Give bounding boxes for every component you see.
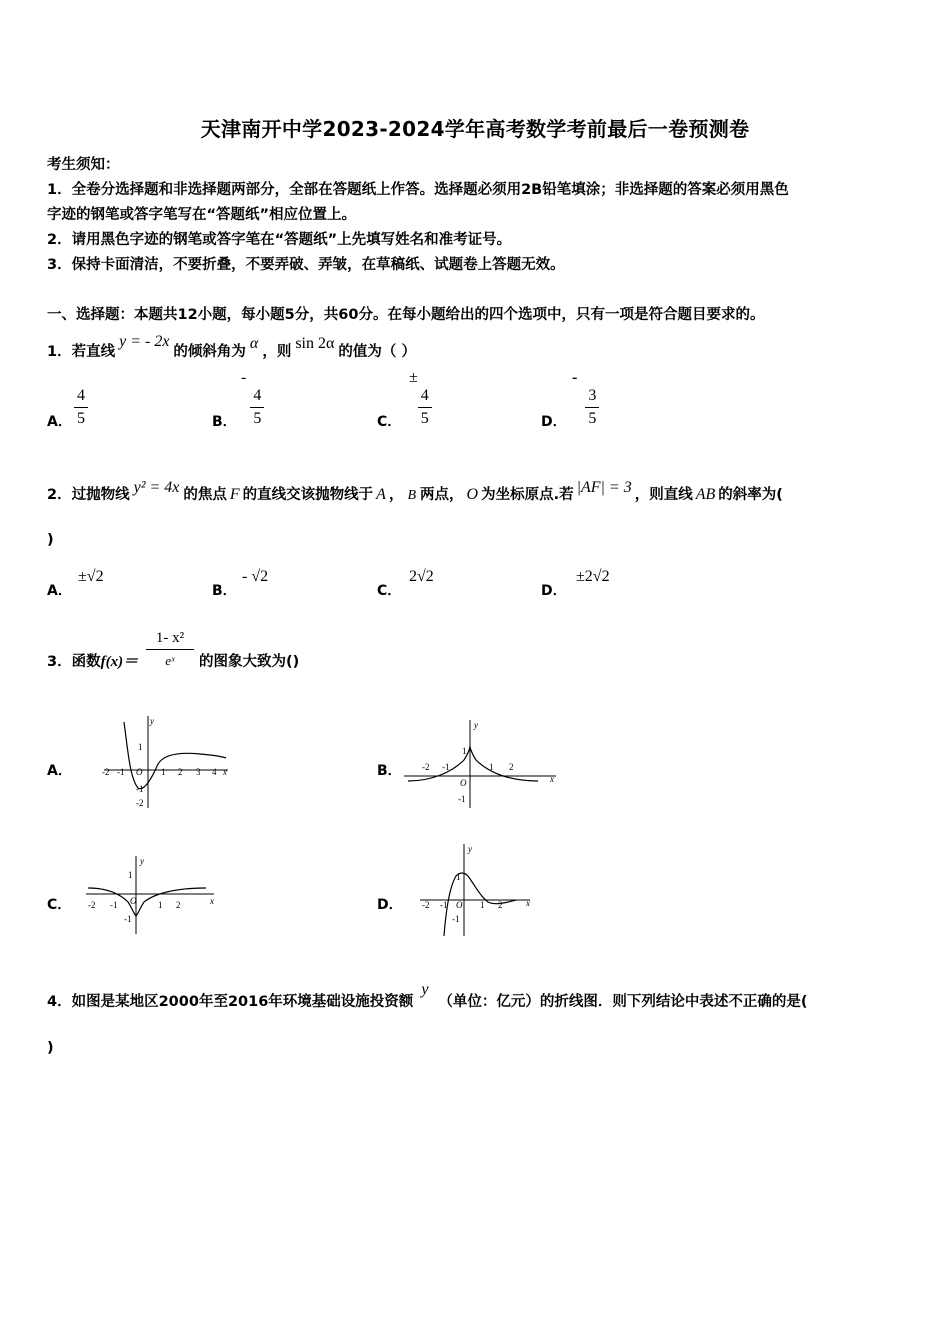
tick-label: -1: [136, 784, 144, 794]
question-1: 1．若直线y = - 2x的倾斜角为 α ，则 sin 2α 的值为（ ）: [47, 333, 416, 360]
q3-option-a[interactable]: A．: [47, 763, 72, 779]
tick-label: -2: [102, 767, 110, 777]
function-fraction: $\frac{\text{1- x²}}{\text{eˣ}}$: [146, 627, 194, 670]
question-4: 4．如图是某地区2000年至2016年环境基础设施投资额y（单位：亿元）的折线图．则下列结论中表述不正确的是(: [47, 981, 808, 1010]
q2-option-a-value: ±√2: [78, 568, 104, 585]
tick-label: 4: [212, 767, 217, 777]
notice-heading: 考生须知：: [47, 157, 120, 173]
notice-item-3: 3．保持卡面清洁，不要折叠，不要弄破、弄皱，在草稿纸、试题卷上答题无效。: [47, 257, 565, 273]
q2-option-c-value: 2√2: [409, 568, 434, 585]
tick-label: -1: [117, 767, 125, 777]
tick-label: 3: [196, 767, 201, 777]
tick-label: -1: [440, 900, 448, 910]
notice-item-1-cont: 字迹的钢笔或答字笔写在“答题纸”相应位置上。: [47, 207, 357, 223]
tick-label: -2: [88, 900, 96, 910]
tick-label: 1: [489, 762, 494, 772]
tick-label: 1: [138, 742, 143, 752]
focal-distance: |AF| = 3: [576, 479, 632, 496]
tick-label: 2: [509, 762, 514, 772]
tick-label: -1: [124, 914, 132, 924]
q3-option-c[interactable]: C．: [47, 897, 72, 913]
tick-label: 2: [498, 900, 503, 910]
graph-a: [100, 712, 240, 812]
tick-label: -2: [422, 762, 430, 772]
tick-label: x: [550, 774, 554, 784]
q2-option-a[interactable]: A．: [47, 583, 72, 599]
tick-label: y: [140, 856, 144, 866]
graph-c: [84, 852, 224, 942]
tick-label: 1: [128, 870, 133, 880]
q1-option-d[interactable]: D．: [541, 414, 567, 430]
parabola-equation: y² = 4x: [133, 479, 180, 496]
tick-label: x: [210, 896, 214, 906]
tick-label: 2: [176, 900, 181, 910]
question-4-close: ): [47, 1040, 54, 1056]
tick-label: 1: [161, 767, 166, 777]
tick-label: -2: [422, 900, 430, 910]
q1-option-a-value: $\frac{4}{5}$: [74, 385, 88, 428]
tick-label: 1: [158, 900, 163, 910]
tick-label: 1: [480, 900, 485, 910]
tick-label: 1: [462, 746, 467, 756]
notice-item-2: 2．请用黑色字迹的钢笔或答字笔在“答题纸”上先填写姓名和准考证号。: [47, 232, 512, 248]
line-equation: y = - 2x: [119, 333, 170, 350]
tick-label: x: [223, 767, 227, 777]
tick-label: O: [136, 767, 143, 777]
q2-option-d[interactable]: D．: [541, 583, 567, 599]
tick-label: y: [150, 716, 154, 726]
tick-label: -1: [458, 794, 466, 804]
tick-label: -2: [136, 798, 144, 808]
tick-label: 1: [456, 872, 461, 882]
tick-label: y: [468, 844, 472, 854]
q1-option-b[interactable]: B．: [212, 414, 237, 430]
q2-option-b[interactable]: B．: [212, 583, 237, 599]
question-2: 2．过抛物线 y² = 4x 的焦点 F 的直线交该抛物线于 A ， B 两点， O 为坐标原点.若 |AF| = 3 ，则直线 AB 的斜率为(: [47, 479, 783, 503]
sin-2alpha: sin 2α: [295, 335, 335, 352]
tick-label: O: [460, 778, 467, 788]
tick-label: O: [130, 896, 137, 906]
tick-label: O: [456, 900, 463, 910]
page-title: 天津南开中学2023-2024学年高考数学考前最后一卷预测卷: [200, 117, 750, 141]
q1-option-c-value: ± $\frac{4}{5}$: [409, 385, 432, 428]
tick-label: -1: [442, 762, 450, 772]
q1-option-b-value: - $\frac{4}{5}$: [241, 385, 264, 428]
q1-option-c[interactable]: C．: [377, 414, 402, 430]
q3-option-b[interactable]: B．: [377, 763, 402, 779]
section-heading: 一、选择题：本题共12小题，每小题5分，共60分。在每小题给出的四个选项中，只有一项是符合题目要求的。: [47, 307, 765, 323]
tick-label: -1: [452, 914, 460, 924]
graph-b: [402, 716, 562, 816]
tick-label: 2: [178, 767, 183, 777]
question-3-tail: 的图象大致为(): [199, 654, 300, 670]
q3-option-d[interactable]: D．: [377, 897, 403, 913]
tick-label: x: [526, 898, 530, 908]
notice-item-1: 1．全卷分选择题和非选择题两部分，全部在答题纸上作答。选择题必须用2B铅笔填涂；非选择题的答案必须用黑色: [47, 182, 789, 198]
tick-label: y: [474, 720, 478, 730]
q2-option-d-value: ±2√2: [576, 568, 610, 585]
question-2-close: ): [47, 532, 54, 548]
q1-option-a[interactable]: A．: [47, 414, 72, 430]
tick-label: -1: [110, 900, 118, 910]
q1-option-d-value: - $\frac{3}{5}$: [572, 385, 599, 428]
q2-option-c[interactable]: C．: [377, 583, 402, 599]
graph-d: [418, 840, 538, 940]
question-3: 3．函数f(x)＝: [47, 654, 139, 670]
q2-option-b-value: - √2: [242, 568, 269, 585]
